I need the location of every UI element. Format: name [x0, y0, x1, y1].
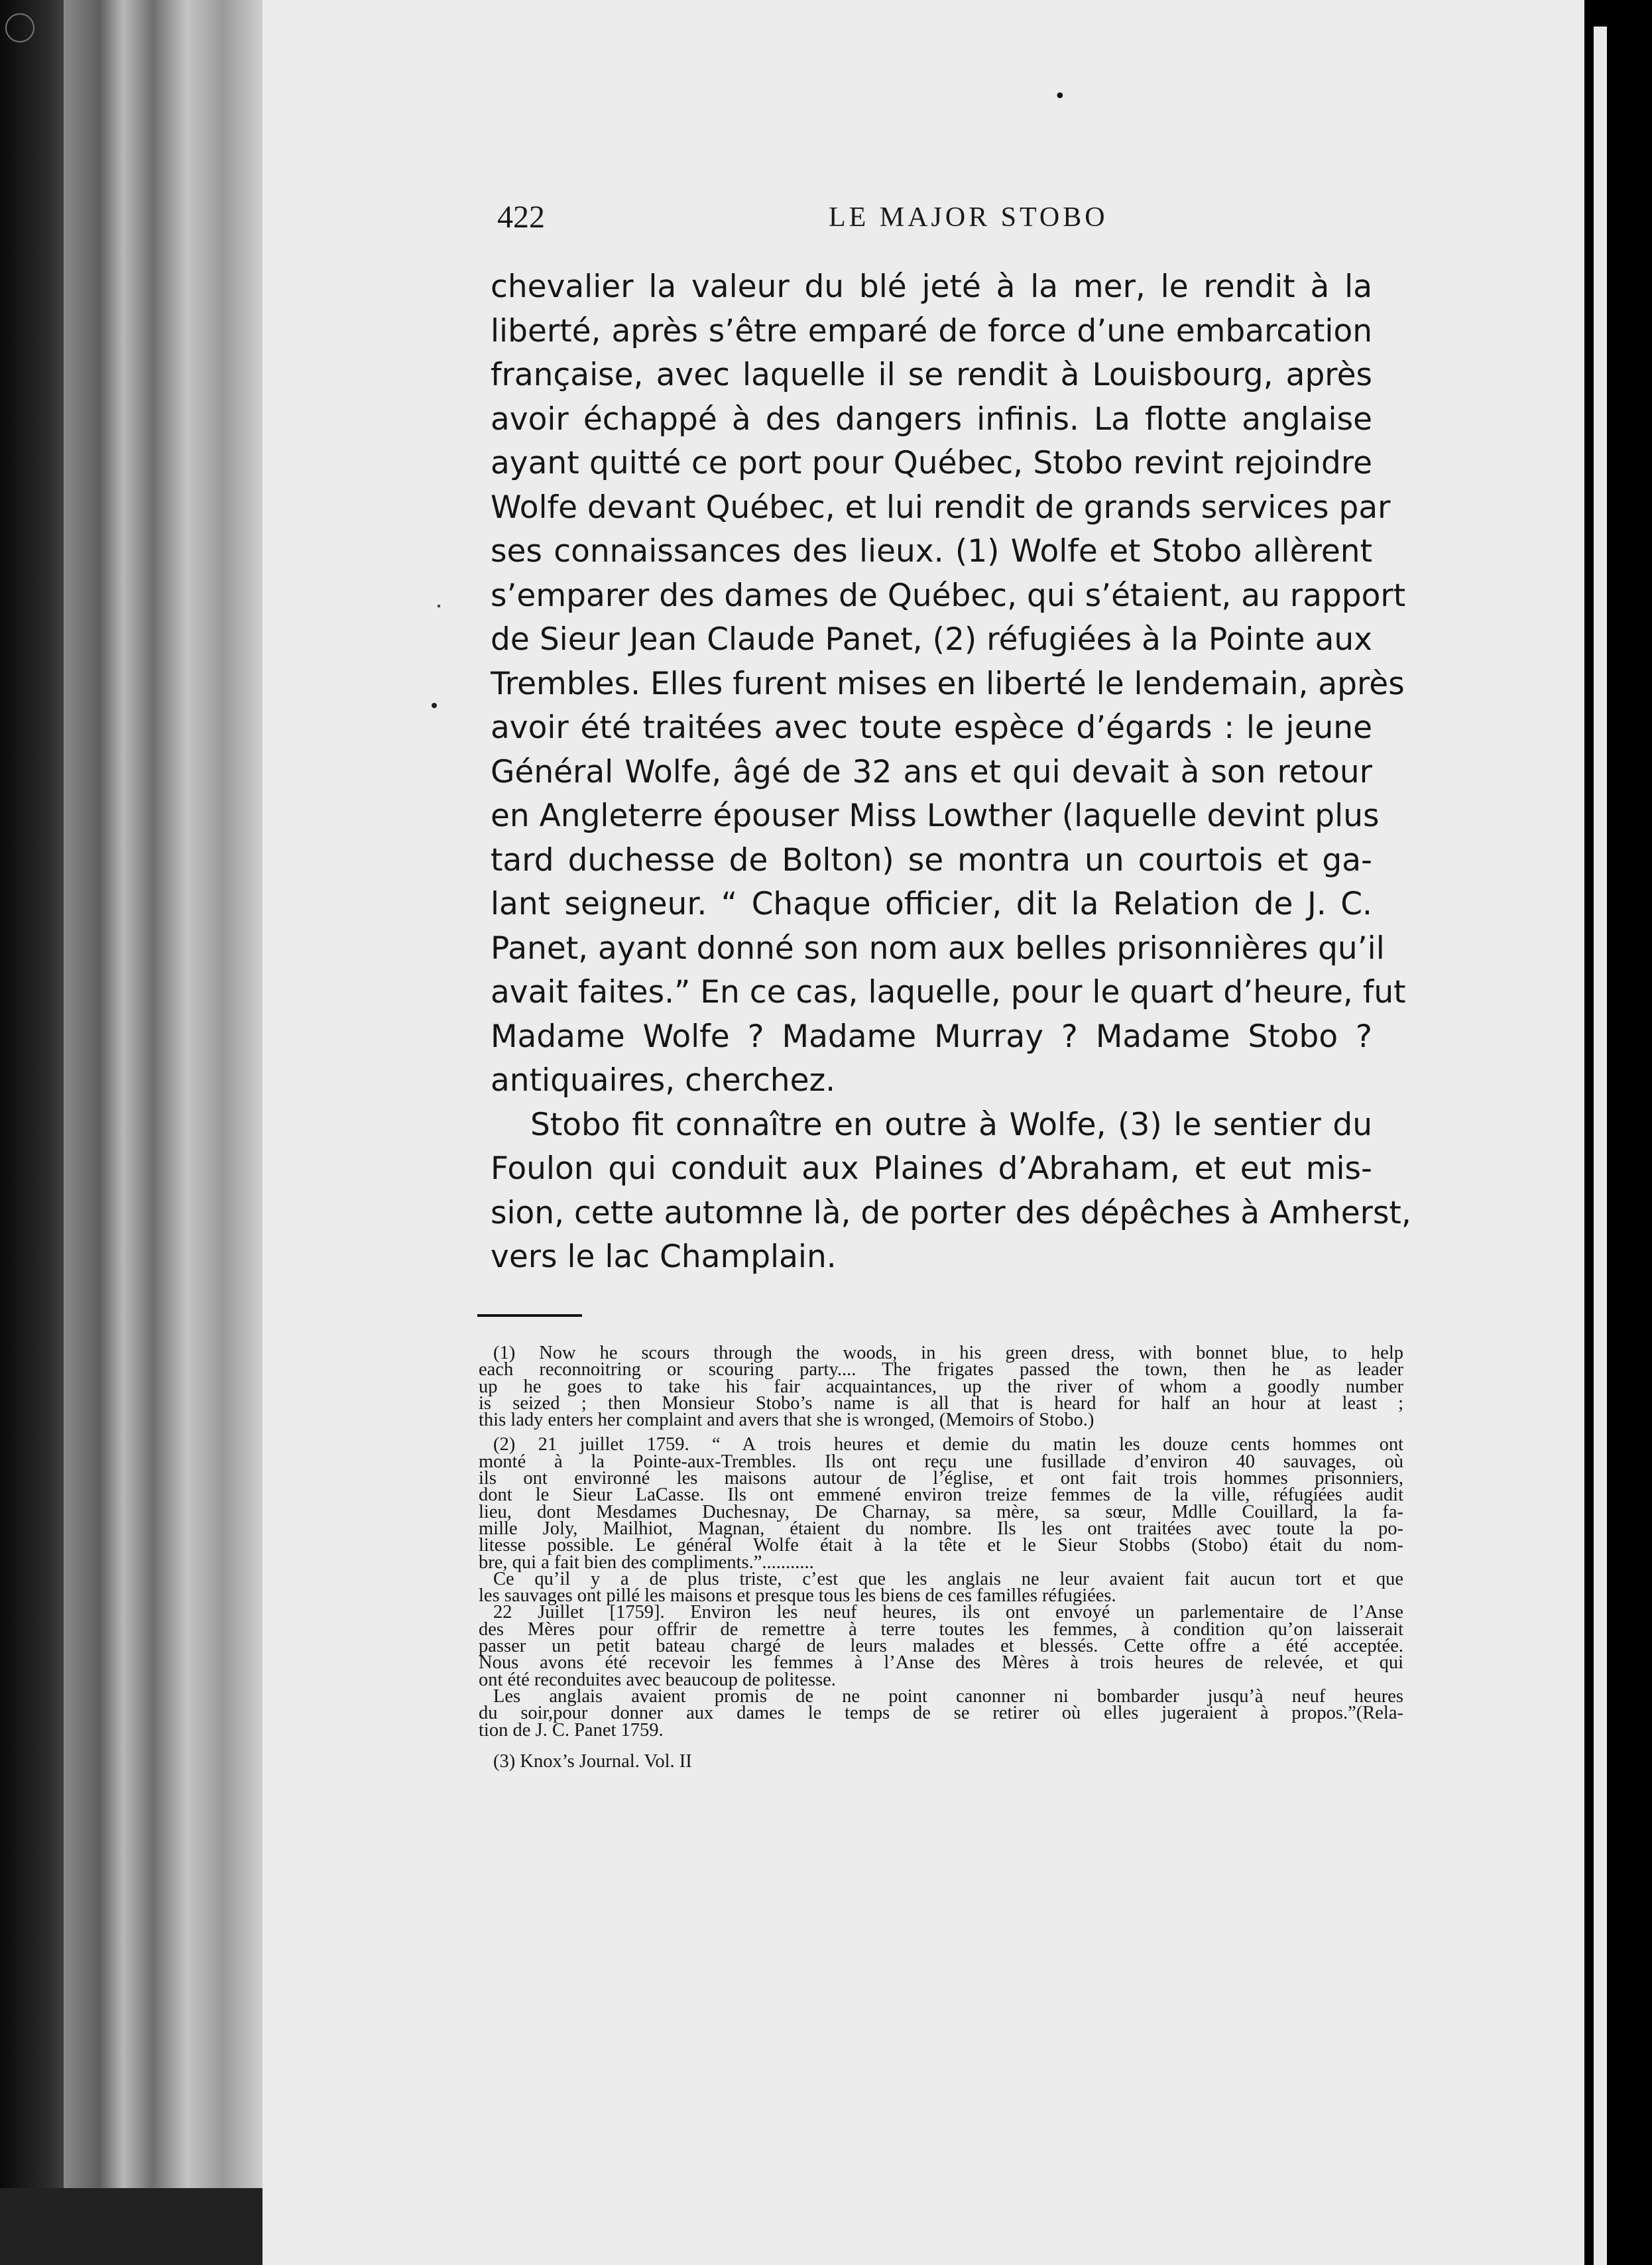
page-number: 422 [497, 200, 545, 235]
footnote-line: this lady enters her complaint and avers that she is wronged, (Memoirs of Stobo.) [479, 1410, 1094, 1431]
body-line: s’emparer des dames de Québec, qui s’étaient, au rapport [491, 577, 1406, 614]
ornament-mark: • [1054, 85, 1066, 108]
footnote-line: ils ont environné les maisons autour de l’église, et ont fait trois hommes prisonniers, [479, 1468, 1403, 1489]
body-line: ses connaissances des lieux. (1) Wolfe et Stobo allèrent [491, 533, 1372, 570]
footnote-line: litesse possible. Le général Wolfe était à la tête et le Sieur Stobbs (Stobo) était du nom- [479, 1535, 1403, 1556]
bottom-shadow [0, 2188, 263, 2265]
footnote-line: ont été reconduites avec beaucoup de politesse. [479, 1669, 836, 1690]
running-head: LE MAJOR STOBO [829, 202, 1108, 233]
body-line: Stobo fit connaître en outre à Wolfe, (3) le sentier du [530, 1106, 1372, 1143]
footnote-line: bre, qui a fait bien des compliments.”........... [479, 1552, 814, 1573]
body-line: Madame Wolfe ? Madame Murray ? Madame Stobo ? [491, 1018, 1372, 1055]
body-line: liberté, après s’être emparé de force d’une embarcation [491, 312, 1372, 349]
body-line: Wolfe devant Québec, et lui rendit de grands services par [491, 489, 1391, 526]
footnote-line: (1) Now he scours through the woods, in his green dress, with bonnet blue, to help [493, 1343, 1403, 1363]
body-line: Trembles. Elles furent mises en liberté le lendemain, après [491, 665, 1405, 702]
footnote-line: des Mères pour offrir de remettre à terre toutes les femmes, à condition qu’on laisserait [479, 1619, 1403, 1640]
body-line: lant seigneur. “ Chaque officier, dit la Relation de J. C. [491, 886, 1372, 922]
footnote-line: 22 Juillet [1759]. Environ les neuf heures, ils ont envoyé un parlementaire de l’Anse [493, 1602, 1403, 1623]
body-line: vers le lac Champlain. [491, 1239, 837, 1275]
body-line: Général Wolfe, âgé de 32 ans et qui devait à son retour [491, 753, 1372, 790]
body-line: sion, cette automne là, de porter des dépêches à Amherst, [491, 1194, 1411, 1231]
footnote-line: Nous avons été recevoir les femmes à l’Anse des Mères à trois heures de relevée, et qui [479, 1652, 1403, 1674]
footnote-line: monté à la Pointe-aux-Trembles. Ils ont reçu une fusillade d’environ 40 sauvages, où [479, 1451, 1403, 1472]
body-line: avait faites.” En ce cas, laquelle, pour le quart d’heure, fut [491, 974, 1406, 1010]
footnote-line: les sauvages ont pillé les maisons et presque tous les biens de ces familles réfugiées. [479, 1585, 1116, 1607]
body-line: en Angleterre épouser Miss Lowther (laquelle devint plus [491, 798, 1380, 834]
footnote-line: du soir,pour donner aux dames le temps de se retirer où elles jugeraient à propos.”(Rela- [479, 1703, 1403, 1724]
footnote-line: (2) 21 juillet 1759. “ A trois heures et demie du matin les douze cents hommes ont [493, 1434, 1403, 1455]
footnote-3 [479, 1750, 1403, 1772]
body-line: antiquaires, cherchez. [491, 1062, 836, 1099]
footnote-2 [479, 1434, 1403, 1741]
footnote-line: mille Joly, Mailhiot, Magnan, étaient du nombre. Ils les ont traitées avec toute la po- [479, 1518, 1403, 1539]
footnote-rule [477, 1314, 582, 1317]
corner-mark [5, 13, 34, 42]
body-line: avoir été traitées avec toute espèce d’égards : le jeune [491, 709, 1372, 746]
margin-dot [432, 703, 437, 708]
footnote-line: lieu, dont Mesdames Duchesnay, De Charnay, sa mère, sa sœur, Mdlle Couillard, la fa- [479, 1501, 1403, 1522]
body-line: tard duchesse de Bolton) se montra un courtois et ga- [491, 841, 1372, 879]
footnote-line: is seized ; then Monsieur Stobo’s name is all that is heard for half an hour at least ; [479, 1392, 1403, 1414]
body-text [491, 265, 1411, 1280]
footnote-line: up he goes to take his fair acquaintances, up the river of whom a goodly number [479, 1376, 1403, 1397]
adjacent-page-strip [1594, 27, 1607, 2265]
footnote-line: Ce qu’il y a de plus triste, c’est que les anglais ne leur avaient fait aucun tort et que [493, 1568, 1403, 1589]
footnote-1 [479, 1343, 1403, 1431]
body-line: de Sieur Jean Claude Panet, (2) réfugiées à la Pointe aux [491, 621, 1372, 658]
footnote-line: (3) Knox’s Journal. Vol. II [493, 1750, 692, 1772]
footnote-line: tion de J. C. Panet 1759. [479, 1719, 664, 1741]
right-scan-border [1584, 0, 1652, 2265]
margin-tick [438, 605, 440, 607]
body-line: ayant quitté ce port pour Québec, Stobo revint rejoindre [491, 445, 1372, 481]
footnote-line: dont le Sieur LaCasse. Ils ont emmené environ treize femmes de la ville, réfugiées audit [479, 1485, 1403, 1506]
body-line: Panet, ayant donné son nom aux belles prisonnières qu’il [491, 930, 1385, 967]
body-line: française, avec laquelle il se rendit à Louisbourg, après [491, 357, 1372, 393]
page-header [497, 199, 1439, 245]
footnote-line: Les anglais avaient promis de ne point canonner ni bombarder jusqu’à neuf heures [493, 1685, 1403, 1707]
body-line: Foulon qui conduit aux Plaines d’Abraham, et eut mis- [491, 1150, 1372, 1187]
footnote-line: each reconnoitring or scouring party.... The frigates passed the town, then he as leader [479, 1359, 1403, 1380]
footnotes [479, 1345, 1403, 1770]
body-line: avoir échappé à des dangers infinis. La flotte anglaise [491, 400, 1372, 438]
body-line: chevalier la valeur du blé jeté à la mer, le rendit à la [491, 269, 1372, 305]
page-edge-shadow [64, 0, 263, 2265]
footnote-line: passer un petit bateau chargé de leurs malades et blessés. Cette offre a été acceptée. [479, 1636, 1403, 1657]
